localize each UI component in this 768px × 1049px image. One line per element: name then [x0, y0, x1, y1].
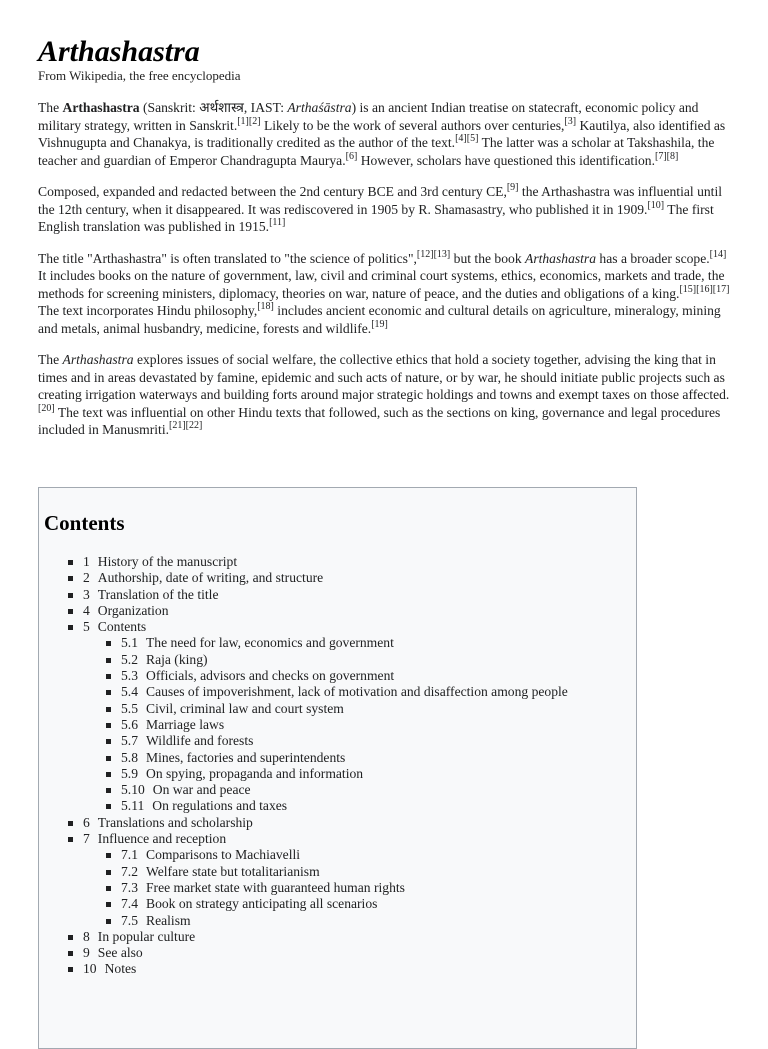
toc-label[interactable]: Causes of impoverishment, lack of motivation and disaffection among people	[146, 684, 568, 700]
toc-label[interactable]: On regulations and taxes	[152, 798, 288, 814]
toc-heading: Contents	[44, 511, 125, 535]
toc-number: 5.8	[121, 749, 138, 765]
toc-label[interactable]: Influence and reception	[97, 831, 227, 847]
toc-label[interactable]: Contents	[97, 619, 147, 635]
citation[interactable]: [1][2]	[237, 115, 261, 127]
toc-item[interactable]	[39, 619, 636, 815]
toc-subitem[interactable]	[83, 880, 636, 896]
toc-list	[39, 554, 636, 978]
paragraph-1: The Arthashastra (Sanskrit: अर्थशास्त्र, IAST: Arthaśāstra) is an ancient Indian treatise on statecraft, economic policy and military strategy, written in Sanskrit.[1][2] Likely to be the work of several authors over centuries,[3] Kautilya, also identified as Vishnugupta and Chanakya, is traditionally credited as the author of the text.[4][5] The latter was a scholar at Takshashila, the teacher and guardian of Emperor Chandragupta Maurya.[6] However, scholars have questioned this identification.[7][8]	[38, 100, 726, 168]
toc-label[interactable]: Free market state with guaranteed human rights	[146, 879, 405, 895]
toc-number: 5	[83, 619, 90, 635]
toc-subitem[interactable]	[83, 847, 636, 863]
citation[interactable]: [20]	[38, 402, 55, 414]
toc-item[interactable]	[39, 929, 636, 945]
toc-sublist	[83, 635, 636, 814]
toc-number: 5.7	[121, 733, 138, 749]
toc-number: 7.1	[121, 847, 138, 863]
citation[interactable]: [21][22]	[169, 420, 203, 431]
citation[interactable]: [3]	[564, 115, 577, 127]
toc-item[interactable]	[39, 815, 636, 831]
toc-label[interactable]: Marriage laws	[146, 716, 225, 732]
toc-label[interactable]: Organization	[97, 602, 169, 618]
toc-label[interactable]: Civil, criminal law and court system	[146, 700, 344, 716]
paragraph-3: The title "Arthashastra" is often translated to "the science of politics",[12][13] but the book Arthashastra has a broader scope.[14] It includes books on the nature of government, law, civil and criminal court systems, ethics, economics, markets and trade, the methods for screening ministers, diplomacy, theories on war, nature of peace, and the duties and obligations of a king.[15][16][17] The text incorporates Hindu philosophy,[18] includes ancient economic and cultural details on agriculture, mineralogy, mining and metals, animal husbandry, medicine, forests and wildlife.[19]	[38, 248, 730, 336]
toc-number: 5.11	[121, 798, 145, 814]
toc-subitem[interactable]	[83, 701, 636, 717]
paragraph-2: Composed, expanded and redacted between the 2nd century BCE and 3rd century CE,[9] the Arthashastra was influential until the 12th century, when it disappeared. It was rediscovered in 1905 by R. Shamasastry, who published it in 1909.[10] The first English translation was published in 1915.[11]	[38, 182, 722, 234]
citation[interactable]: [14]	[709, 248, 727, 260]
toc-subitem[interactable]	[83, 668, 636, 684]
paragraph-4: The Arthashastra explores issues of social welfare, the collective ethics that hold a society together, advising the king that in times and in areas devastated by famine, epidemic and such acts of nature, or by war, he should initiate public projects such as creating irrigation waterways and building forts around major strategic holdings and towns and exempt taxes on those affected.[20] The text was influential on other Hindu texts that followed, such as the sections on king, governance and legal procedures included in Manusmriti.[21][22]	[38, 352, 730, 437]
citation[interactable]: [10]	[647, 199, 665, 211]
toc-number: 2	[83, 570, 90, 586]
toc-subitem[interactable]	[83, 733, 636, 749]
citation[interactable]: [7][8]	[654, 150, 679, 162]
toc-subitem[interactable]	[83, 717, 636, 733]
toc-number: 5.9	[121, 765, 138, 781]
toc-number: 5.1	[121, 635, 138, 651]
citation[interactable]: [4][5]	[455, 133, 479, 144]
toc-label[interactable]: Mines, factories and superintendents	[146, 749, 346, 765]
toc-number: 8	[83, 928, 90, 944]
toc-subitem[interactable]	[83, 864, 636, 880]
toc-label[interactable]: Officials, advisors and checks on government	[146, 668, 395, 684]
toc-label[interactable]: History of the manuscript	[97, 554, 238, 569]
toc-subitem[interactable]	[83, 635, 636, 651]
toc-item[interactable]	[39, 831, 636, 929]
toc-label[interactable]: Book on strategy anticipating all scenarios	[146, 896, 378, 912]
citation[interactable]: [12][13]	[416, 248, 451, 260]
toc-number: 5.10	[121, 782, 145, 798]
toc-label[interactable]: Translations and scholarship	[97, 814, 253, 830]
toc-subitem[interactable]	[83, 766, 636, 782]
toc-sublist	[83, 847, 636, 928]
toc-label[interactable]: Realism	[146, 912, 191, 928]
toc-label[interactable]: Authorship, date of writing, and structure	[97, 570, 324, 586]
toc-item[interactable]	[39, 570, 636, 586]
toc-item[interactable]	[39, 945, 636, 961]
citation[interactable]: [11]	[269, 217, 286, 228]
toc-number: 7.2	[121, 863, 138, 879]
toc-label[interactable]: On spying, propaganda and information	[146, 765, 364, 781]
toc-label[interactable]: The need for law, economics and government	[146, 635, 394, 651]
toc-label[interactable]: Raja (king)	[146, 651, 208, 667]
article-body	[38, 99, 732, 453]
toc-number: 7.5	[121, 912, 138, 928]
toc-subitem[interactable]	[83, 684, 636, 700]
toc-number: 5.4	[121, 684, 138, 700]
toc-number: 3	[83, 586, 90, 602]
toc-number: 5.3	[121, 668, 138, 684]
citation[interactable]: [9]	[506, 182, 519, 193]
toc-item[interactable]	[39, 603, 636, 619]
toc-number: 1	[83, 554, 90, 569]
toc-item[interactable]	[39, 961, 636, 977]
citation[interactable]: [6]	[345, 150, 358, 162]
toc-subitem[interactable]	[83, 750, 636, 766]
citation[interactable]: [18]	[257, 301, 274, 312]
toc-number: 4	[83, 602, 90, 618]
tagline: From Wikipedia, the free encyclopedia	[38, 68, 241, 83]
toc-number: 5.2	[121, 651, 138, 667]
toc-label[interactable]: Wildlife and forests	[146, 733, 254, 749]
toc-label[interactable]: Comparisons to Machiavelli	[146, 847, 301, 863]
toc-number: 5.6	[121, 716, 138, 732]
toc-subitem[interactable]	[83, 782, 636, 798]
toc-label[interactable]: Welfare state but totalitarianism	[146, 863, 320, 879]
toc-subitem[interactable]	[83, 913, 636, 929]
table-of-contents	[38, 487, 637, 1049]
toc-item[interactable]	[39, 587, 636, 603]
toc-number: 10	[83, 961, 97, 977]
toc-item[interactable]	[39, 554, 636, 570]
toc-number: 9	[83, 945, 90, 961]
toc-number: 7	[83, 831, 90, 847]
toc-number: 7.4	[121, 896, 138, 912]
toc-label[interactable]: Translation of the title	[97, 586, 219, 602]
toc-number: 5.5	[121, 700, 138, 716]
citation[interactable]: [15][16][17]	[679, 283, 730, 295]
toc-label[interactable]: Notes	[104, 961, 137, 977]
toc-number: 7.3	[121, 879, 138, 895]
toc-label[interactable]: See also	[97, 945, 143, 961]
toc-label[interactable]: On war and peace	[152, 782, 251, 798]
toc-subitem[interactable]	[83, 652, 636, 668]
toc-label[interactable]: In popular culture	[97, 928, 196, 944]
toc-subitem[interactable]	[83, 798, 636, 814]
toc-number: 6	[83, 814, 90, 830]
citation[interactable]: [19]	[371, 318, 388, 330]
page-title: Arthashastra	[38, 35, 200, 68]
toc-subitem[interactable]	[83, 896, 636, 912]
